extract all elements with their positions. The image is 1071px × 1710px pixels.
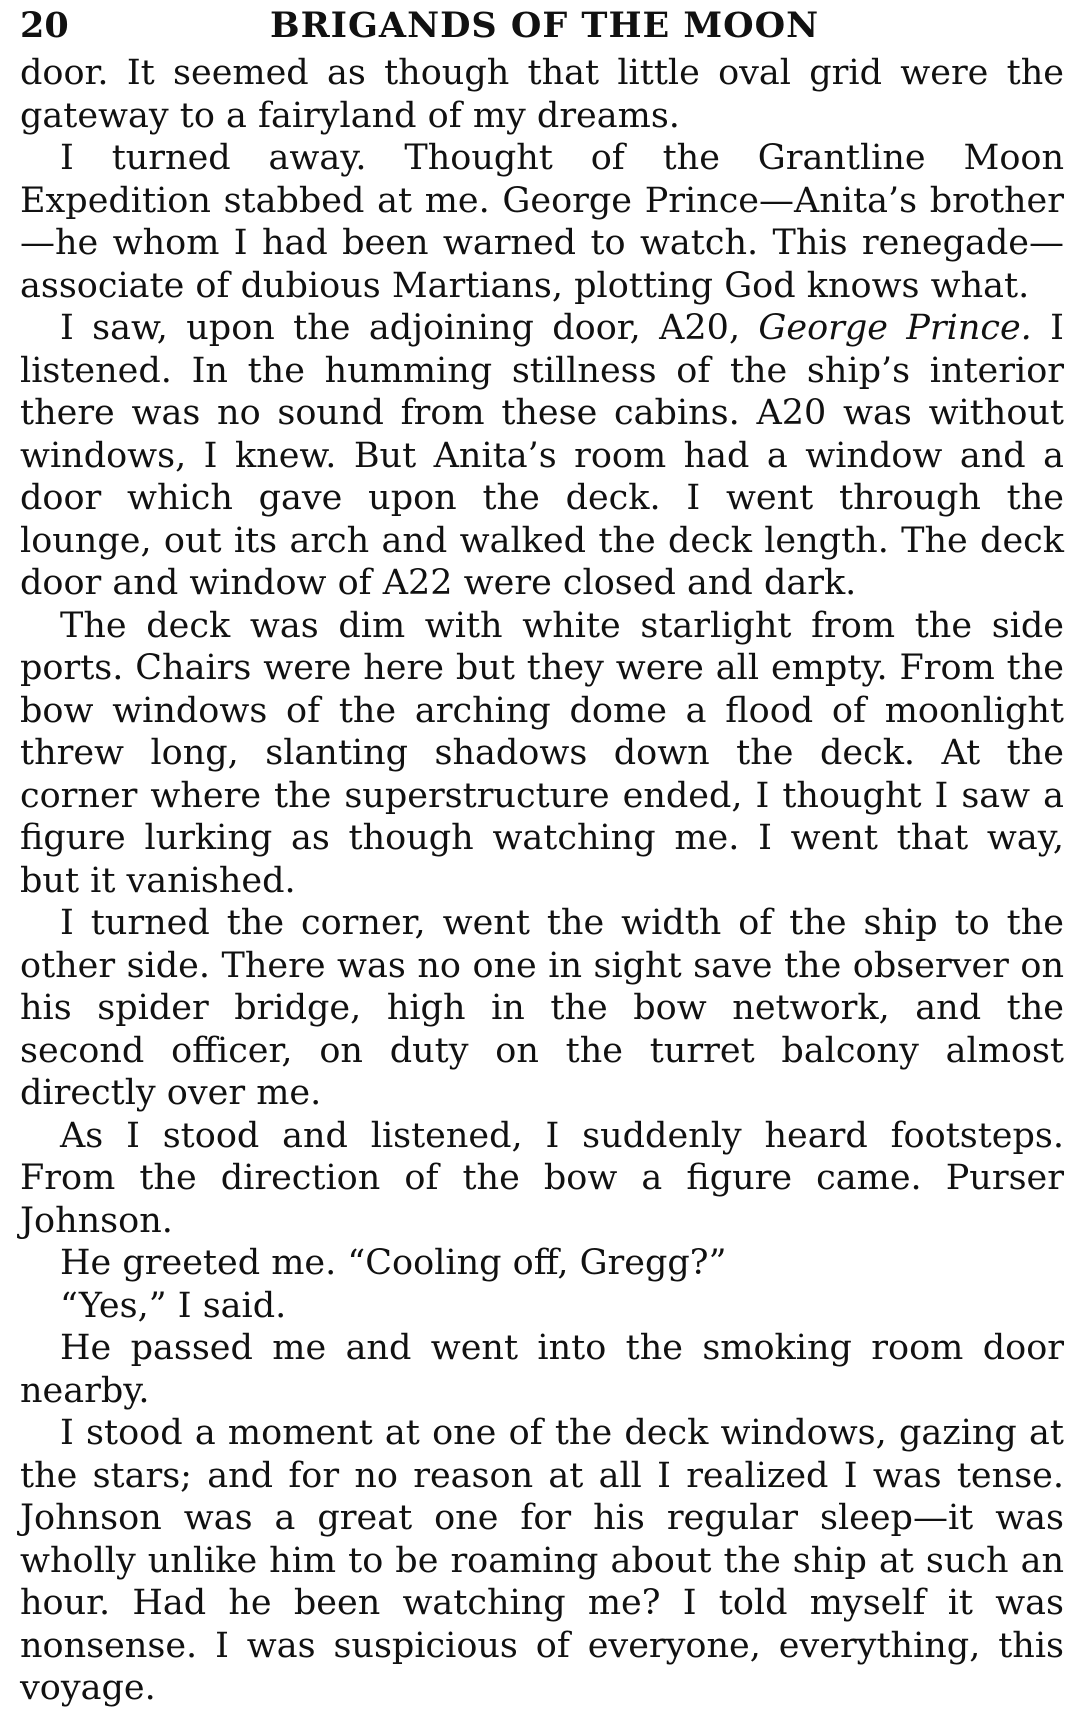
body-text: [20, 52, 1064, 1710]
paragraph: The deck was dim with white starlight from the side ports. Chairs were here but they were all empty. From the bow windows of the arching dome a flood of moonlight threw long, slanting shadows down the deck. At the corner where the superstructure ended, I thought I saw a figure lurking as though watching me. I went that way, but it vanished.: [20, 605, 1064, 901]
paragraph: As I stood and listened, I suddenly heard footsteps. From the direction of the bow a figure came. Purser Johnson.: [20, 1115, 1064, 1241]
paragraph-text: I listened. In the humming stillness of the ship’s interior there was no sound from these cabins. A20 was without windows, I knew. But Anita’s room had a window and a door which gave upon the deck. I went through the lounge, out its arch and walked the deck length. The deck door and window of A22 were closed and dark.: [20, 308, 1064, 603]
italic-name: George Prince.: [758, 308, 1032, 348]
paragraph: I stood a moment at one of the deck windows, gazing at the stars; and for no reason at all I realized I was tense. Johnson was a great one for his regular sleep—it was wholly unlike him to be roaming about the ship at such an hour. Had he been watching me? I told myself it was nonsense. I was suspicious of everyone, everything, this voyage.: [20, 1413, 1064, 1708]
running-head: [20, 0, 1064, 52]
paragraph: I turned away. Thought of the Grantline Moon Expedition stabbed at me. George Prince—Anita’s brother—he whom I had been warned to watch. This renegade—associate of dubious Martians, plotting God knows what.: [20, 138, 1064, 306]
paragraph: [20, 307, 1064, 605]
dialogue-paragraph: “Yes,” I said.: [60, 1285, 287, 1326]
paragraph-continued: door. It seemed as though that little oval grid were the gateway to a fairyland of my dreams.: [20, 53, 1064, 136]
paragraph: He passed me and went into the smoking room door nearby.: [20, 1328, 1064, 1411]
page-number: 20: [20, 5, 69, 46]
book-page: [20, 0, 1064, 1708]
book-title: BRIGANDS OF THE MOON: [270, 5, 820, 46]
dialogue-paragraph: He greeted me. “Cooling off, Gregg?”: [60, 1243, 727, 1283]
paragraph: I turned the corner, went the width of the ship to the other side. There was no one in sight save the observer on his spider bridge, high in the bow network, and the second officer, on duty on the turret balcony almost directly over me.: [20, 903, 1064, 1113]
paragraph-text: I saw, upon the adjoining door, A20,: [60, 308, 759, 348]
